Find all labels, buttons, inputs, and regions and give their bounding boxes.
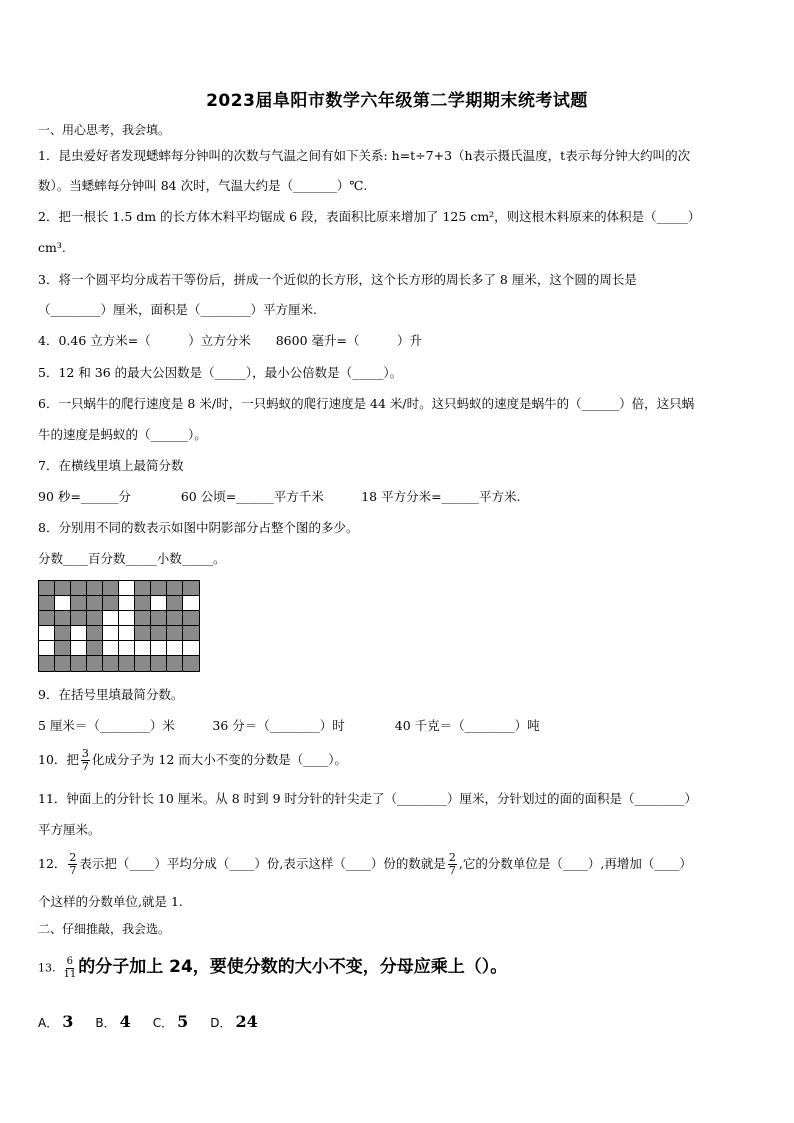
- shaded-grid-figure: [38, 580, 200, 672]
- grid-cell-blank: [119, 611, 135, 626]
- question-13: [38, 950, 507, 986]
- question-12-line-1: [38, 849, 692, 879]
- fraction-numerator: 2: [448, 851, 456, 864]
- question-13-options: [38, 1011, 276, 1034]
- question-6-line-1: 6．一只蜗牛的爬行速度是 8 米/时，一只蚂蚁的爬行速度是 44 米/时。这只蚂蚁的速度是蜗牛的（______）倍，这只蜗: [38, 396, 695, 411]
- grid-cell-blank: [183, 641, 199, 656]
- question-1-line-2: 数）。当蟋蟀每分钟叫 84 次时，气温大约是（_______）℃.: [38, 178, 368, 193]
- grid-cell-shaded: [55, 611, 71, 626]
- grid-cell-shaded: [167, 581, 183, 596]
- grid-cell-shaded: [183, 581, 199, 596]
- fraction-denominator: 7: [81, 760, 89, 773]
- grid-cell-blank: [183, 596, 199, 611]
- question-12-text-end: ,它的分数单位是（____）,再增加（____）: [458, 856, 692, 871]
- grid-cell-shaded: [167, 596, 183, 611]
- grid-cell-shaded: [55, 656, 71, 671]
- grid-cell-shaded: [183, 626, 199, 641]
- grid-cell-shaded: [55, 641, 71, 656]
- grid-cell-shaded: [103, 596, 119, 611]
- option-d[interactable]: D． 24: [210, 1012, 258, 1031]
- grid-cell-shaded: [71, 611, 87, 626]
- grid-cell-shaded: [151, 626, 167, 641]
- grid-cell-blank: [151, 596, 167, 611]
- question-2-line-1: 2．把一根长 1.5 dm 的长方体木料平均锯成 6 段，表面积比原来增加了 125 cm²，则这根木料原来的体积是（_____）: [38, 209, 701, 224]
- grid-cell-shaded: [87, 596, 103, 611]
- question-11-line-2: 平方厘米。: [38, 822, 101, 837]
- grid-cell-blank: [71, 641, 87, 656]
- question-5: 5．12 和 36 的最大公因数是（_____），最小公倍数是（_____）。: [38, 365, 403, 380]
- question-6-line-2: 牛的速度是蚂蚁的（______）。: [38, 427, 207, 442]
- grid-cell-shaded: [87, 656, 103, 671]
- question-8-line-1: 8．分别用不同的数表示如图中阴影部分占整个图的多少。: [38, 520, 359, 535]
- grid-cell-shaded: [55, 626, 71, 641]
- grid-cell-blank: [119, 641, 135, 656]
- grid-cell-shaded: [39, 611, 55, 626]
- fraction-denominator: 7: [69, 864, 77, 877]
- question-3-line-2: （________）厘米，面积是（________）平方厘米.: [38, 302, 317, 317]
- grid-cell-blank: [39, 641, 55, 656]
- grid-cell-shaded: [183, 611, 199, 626]
- grid-cell-blank: [151, 641, 167, 656]
- grid-cell-blank: [103, 626, 119, 641]
- question-12-text: 表示把（____）平均分成（____）份,表示这样（____）份的数就是: [79, 856, 446, 871]
- fraction-6-11: [64, 956, 77, 981]
- question-4: 4．0.46 立方米=（ ）立方分米 8600 毫升=（ ）升: [38, 333, 422, 348]
- grid-cell-shaded: [135, 656, 151, 671]
- fraction-numerator: 2: [69, 851, 77, 864]
- question-11-line-1: 11．钟面上的分针长 10 厘米。从 8 时到 9 时分针的针尖走了（________）厘米，分针划过的面的面积是（________）: [38, 791, 698, 806]
- question-7-line-1: 7．在横线里填上最简分数: [38, 458, 184, 473]
- grid-cell-shaded: [87, 626, 103, 641]
- grid-cell-blank: [119, 626, 135, 641]
- grid-cell-shaded: [87, 641, 103, 656]
- question-10-text: 化成分子为 12 而大小不变的分数是（____）。: [91, 752, 348, 767]
- question-1-line-1: 1．昆虫爱好者发现蟋蟀每分钟叫的次数与气温之间有如下关系: h=t÷7+3（h表示摄氏温度，t表示每分钟大约叫的次: [38, 148, 691, 163]
- fraction-numerator: 6: [66, 956, 74, 967]
- question-12-prefix: 12．: [38, 856, 67, 871]
- grid-cell-shaded: [103, 656, 119, 671]
- question-7-line-2: 90 秒=______分 60 公顷=______平方千米 18 平方分米=______平方米.: [38, 489, 521, 504]
- fraction-2-7: [68, 852, 77, 877]
- section-1-heading: 一、用心思考，我会填。: [38, 123, 171, 137]
- option-b[interactable]: B． 4: [95, 1012, 131, 1031]
- grid-cell-shaded: [135, 626, 151, 641]
- grid-cell-shaded: [151, 581, 167, 596]
- grid-cell-blank: [103, 611, 119, 626]
- grid-cell-shaded: [39, 581, 55, 596]
- grid-cell-shaded: [39, 656, 55, 671]
- grid-cell-shaded: [71, 596, 87, 611]
- page-title: 2023届阜阳市数学六年级第二学期期末统考试题: [206, 91, 588, 111]
- question-3-line-1: 3．将一个圆平均分成若干等份后，拼成一个近似的长方形，这个长方形的周长多了 8 厘米，这个圆的周长是: [38, 272, 637, 287]
- grid-cell-shaded: [135, 581, 151, 596]
- question-8-line-2: 分数____百分数_____小数_____。: [38, 551, 226, 566]
- grid-cell-shaded: [183, 656, 199, 671]
- question-10: [38, 745, 347, 775]
- question-10-prefix: 10．把: [38, 752, 79, 767]
- grid-cell-shaded: [39, 596, 55, 611]
- fraction-denominator: 7: [448, 864, 456, 877]
- grid-cell-shaded: [135, 596, 151, 611]
- grid-cell-blank: [71, 626, 87, 641]
- fraction-2-7-inline: [448, 852, 457, 877]
- grid-cell-shaded: [167, 611, 183, 626]
- section-2-heading: 二、仔细推敲，我会选。: [38, 922, 171, 936]
- grid-cell-shaded: [151, 656, 167, 671]
- grid-cell-shaded: [87, 611, 103, 626]
- grid-cell-shaded: [119, 656, 135, 671]
- grid-cell-shaded: [167, 626, 183, 641]
- question-2-line-2: cm³.: [38, 240, 66, 255]
- grid-cell-blank: [119, 596, 135, 611]
- question-13-number: 13.: [38, 961, 56, 975]
- grid-cell-shaded: [103, 581, 119, 596]
- question-9-line-2: 5 厘米＝（________）米 36 分＝（________）时 40 千克＝（________）吨: [38, 718, 540, 733]
- grid-cell-blank: [135, 641, 151, 656]
- grid-cell-blank: [55, 596, 71, 611]
- question-12-line-2: 个这样的分数单位,就是 1.: [38, 894, 183, 909]
- option-a[interactable]: A． 3: [38, 1012, 74, 1031]
- grid-cell-blank: [119, 581, 135, 596]
- grid-cell-shaded: [71, 581, 87, 596]
- grid-cell-shaded: [151, 611, 167, 626]
- fraction-numerator: 3: [81, 747, 89, 760]
- question-9-line-1: 9．在括号里填最简分数。: [38, 687, 184, 702]
- grid-cell-shaded: [55, 581, 71, 596]
- grid-cell-blank: [39, 626, 55, 641]
- grid-cell-shaded: [71, 656, 87, 671]
- question-13-text: 的分子加上 24，要使分数的大小不变，分母应乘上（）。: [78, 957, 508, 977]
- grid-cell-shaded: [167, 656, 183, 671]
- option-c[interactable]: C． 5: [152, 1012, 189, 1031]
- grid-cell-blank: [103, 641, 119, 656]
- grid-cell-shaded: [135, 611, 151, 626]
- grid-cell-shaded: [87, 581, 103, 596]
- grid-cell-blank: [167, 641, 183, 656]
- fraction-denominator: 11: [63, 969, 77, 980]
- fraction-3-7: [81, 748, 90, 773]
